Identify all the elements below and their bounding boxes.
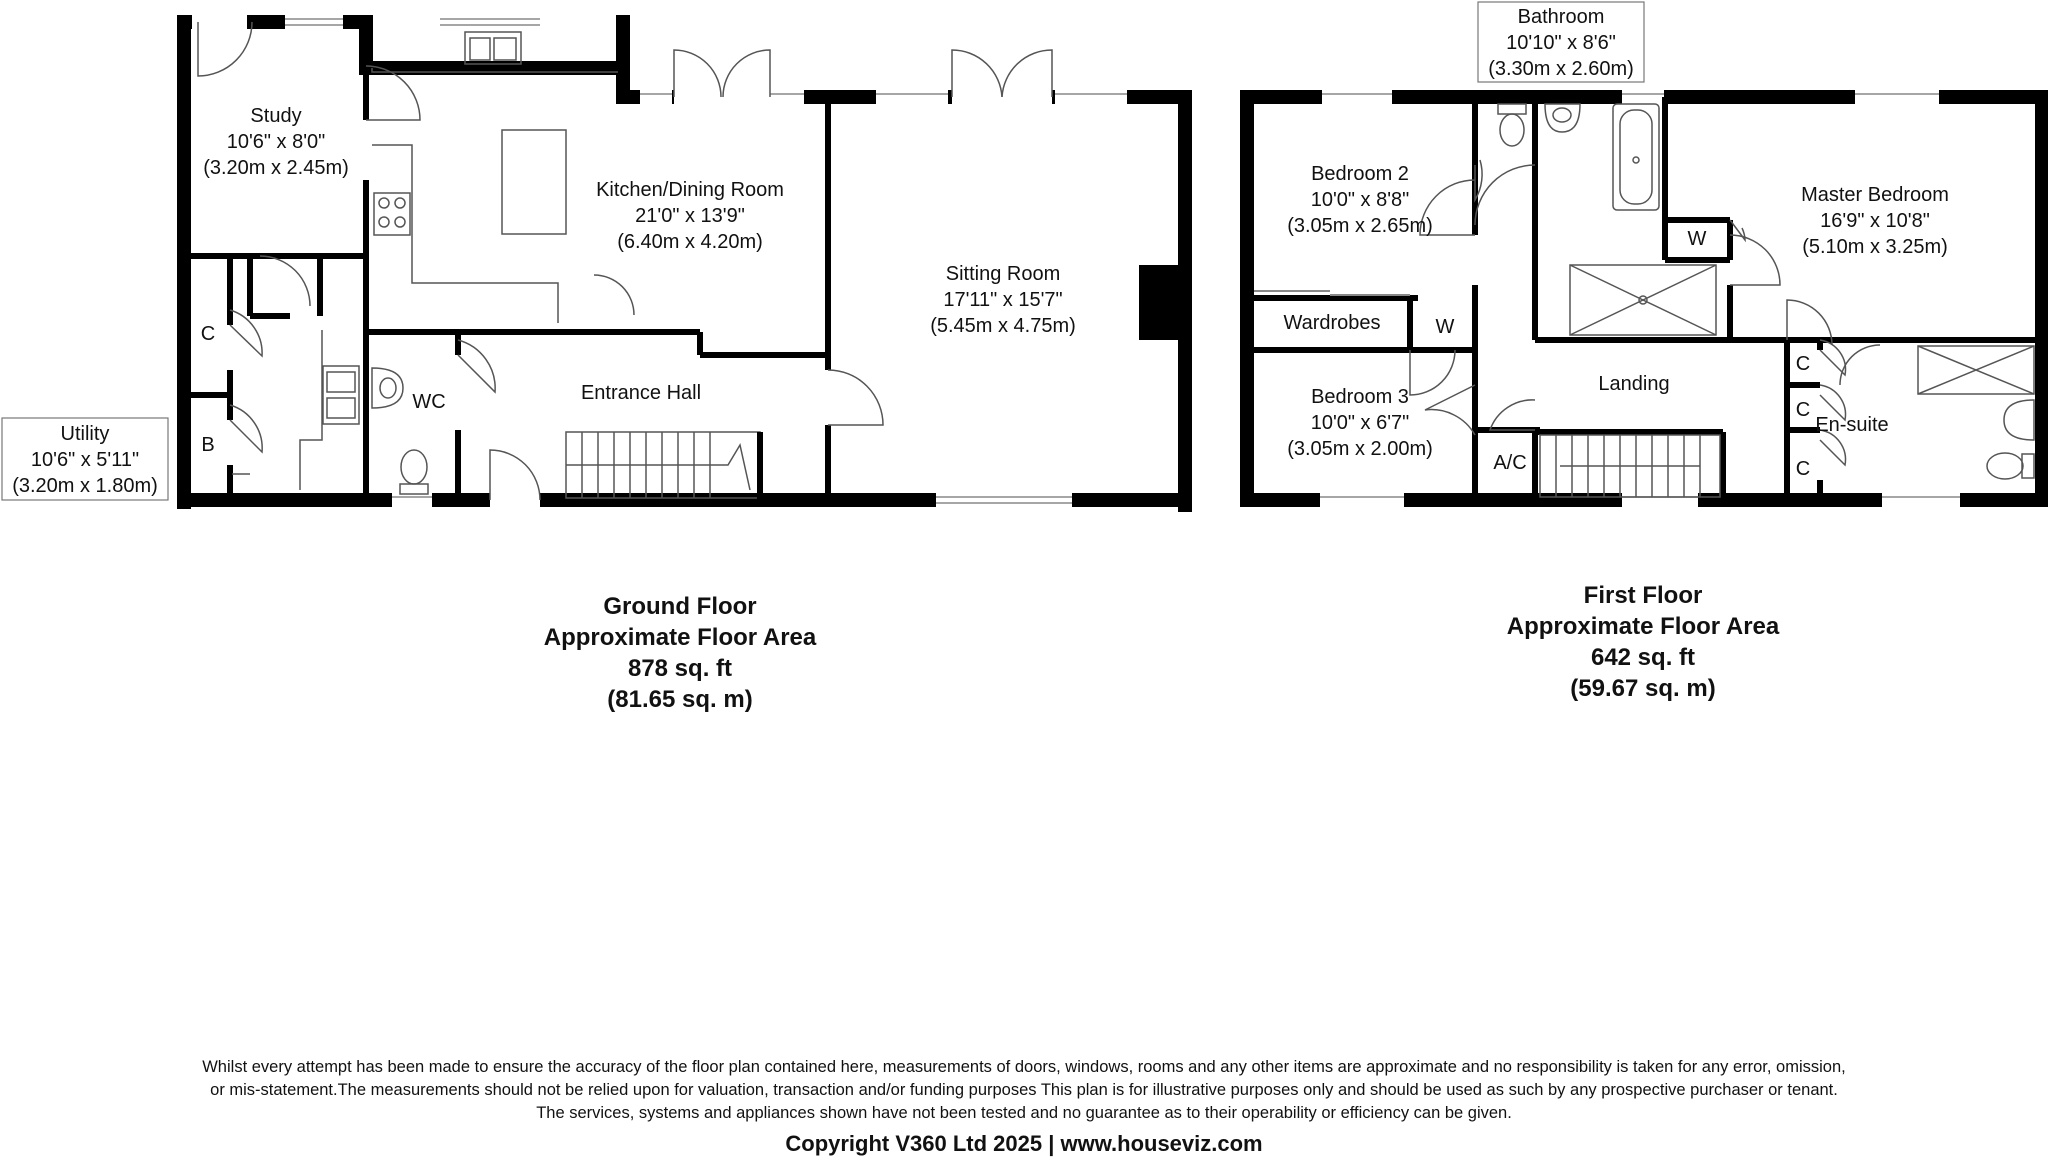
wc-toilet-icon — [401, 450, 427, 484]
bedroom2-metric: (3.05m x 2.65m) — [1287, 215, 1433, 237]
disclaimer-line: or mis-statement.The measurements should not be relied upon for valuation, transaction and/or funding purposes This plan is for illustrative purposes only and should be used as such by any prospective purchaser or tenant. — [210, 1081, 1838, 1099]
boiler-label: B — [201, 434, 215, 456]
landing-label: Landing — [1598, 373, 1670, 395]
kitchen-french-door-opening — [674, 88, 770, 106]
chimney-breast — [1139, 265, 1179, 340]
ground-floor-summary — [480, 591, 880, 715]
ensuite-cupboard-1-label: C — [1795, 353, 1811, 375]
kitchen-metric: (6.40m x 4.20m) — [617, 231, 763, 253]
wardrobe-doors — [1254, 291, 1410, 295]
sitting-room-label — [930, 263, 1076, 337]
kitchen-name: Kitchen/Dining Room — [596, 179, 784, 201]
kitchen-sink-icon — [465, 32, 521, 64]
study-metric: (3.20m x 2.45m) — [203, 157, 349, 179]
study-name: Study — [250, 105, 302, 127]
disclaimer — [60, 1056, 1988, 1125]
ensuite-cupboard-2-label: C — [1795, 399, 1811, 421]
first-floor-sqft: 642 sq. ft — [1590, 644, 1696, 671]
sitting-room-metric: (5.45m x 4.75m) — [930, 315, 1076, 337]
bedroom2-imperial: 10'0" x 8'8" — [1310, 189, 1410, 211]
wardrobes-label: Wardrobes — [1283, 312, 1381, 334]
ac-label: A/C — [1493, 452, 1527, 474]
master-bedroom-metric: (5.10m x 3.25m) — [1802, 236, 1948, 258]
study-imperial: 10'6" x 8'0" — [226, 131, 326, 153]
ground-floor-sqft: 878 sq. ft — [627, 655, 733, 682]
entrance-hall-label: Entrance Hall — [580, 382, 702, 404]
bathroom-metric: (3.30m x 2.60m) — [1488, 58, 1634, 80]
sitting-room-imperial: 17'11" x 15'7" — [943, 289, 1063, 311]
master-bedroom-label — [1801, 184, 1949, 258]
landing-wardrobe-label: W — [1687, 228, 1707, 250]
utility-sink-icon — [323, 366, 359, 424]
ground-floor-subtitle: Approximate Floor Area — [543, 624, 817, 651]
ensuite-cupboard-3-label: C — [1795, 458, 1811, 480]
bedroom3-metric: (3.05m x 2.00m) — [1287, 438, 1433, 460]
first-floor-sqm: (59.67 sq. m) — [1570, 675, 1716, 702]
kitchen-worktops — [300, 32, 618, 490]
ensuite-label: En-suite — [1815, 414, 1889, 436]
first-floor-title: First Floor — [1583, 582, 1703, 609]
bedroom3-label — [1287, 386, 1433, 460]
bedroom2-label — [1287, 163, 1433, 237]
first-floor-plan — [1247, 2, 2042, 509]
master-bedroom-name: Master Bedroom — [1801, 184, 1949, 206]
first-floor-stairs — [1540, 435, 1720, 497]
ensuite-toilet-icon — [1987, 453, 2023, 479]
bedroom2-wardrobe-label: W — [1435, 316, 1455, 338]
utility-name: Utility — [60, 423, 110, 445]
master-bedroom-imperial: 16'9" x 10'8" — [1820, 210, 1930, 232]
sitting-room-name: Sitting Room — [945, 263, 1061, 285]
ensuite-fixtures — [1918, 346, 2034, 479]
disclaimer-line: Whilst every attempt has been made to ensure the accuracy of the floor plan contained here, measurements of doors, windows, rooms and any other items are approximate and no responsibility is taken for any error, omission, — [202, 1058, 1846, 1076]
ground-floor-stairs — [566, 432, 760, 498]
bedroom3-name: Bedroom 3 — [1311, 386, 1409, 408]
first-floor-summary — [1443, 580, 1843, 704]
wc-basin-icon — [372, 368, 403, 408]
hob-icon — [374, 193, 410, 235]
wc-label: WC — [412, 391, 446, 413]
ensuite-basin-icon — [2004, 400, 2034, 440]
bedroom3-imperial: 10'0" x 6'7" — [1310, 412, 1410, 434]
front-door-opening — [490, 491, 540, 509]
bathroom-name: Bathroom — [1517, 6, 1605, 28]
cupboard-label: C — [200, 323, 216, 345]
kitchen-label — [596, 179, 784, 253]
study-label — [203, 105, 349, 179]
disclaimer-line: The services, systems and appliances shown have not been tested and no guarantee as to their operability or efficiency can be given. — [536, 1104, 1512, 1122]
first-floor-subtitle: Approximate Floor Area — [1506, 613, 1780, 640]
wc-fixtures — [372, 368, 428, 494]
ground-floor-sqm: (81.65 sq. m) — [607, 686, 753, 713]
kitchen-imperial: 21'0" x 13'9" — [635, 205, 745, 227]
study-door-opening — [192, 13, 247, 31]
utility-metric: (3.20m x 1.80m) — [12, 475, 158, 497]
bedroom2-name: Bedroom 2 — [1311, 163, 1409, 185]
copyright: Copyright V360 Ltd 2025 | www.houseviz.com — [785, 1131, 1263, 1156]
utility-imperial: 10'6" x 5'11" — [30, 449, 140, 471]
bathroom-imperial: 10'10" x 8'6" — [1506, 32, 1616, 54]
ground-floor-plan — [2, 13, 1185, 509]
ground-floor-title: Ground Floor — [603, 593, 757, 620]
bathroom-toilet-icon — [1500, 114, 1524, 146]
